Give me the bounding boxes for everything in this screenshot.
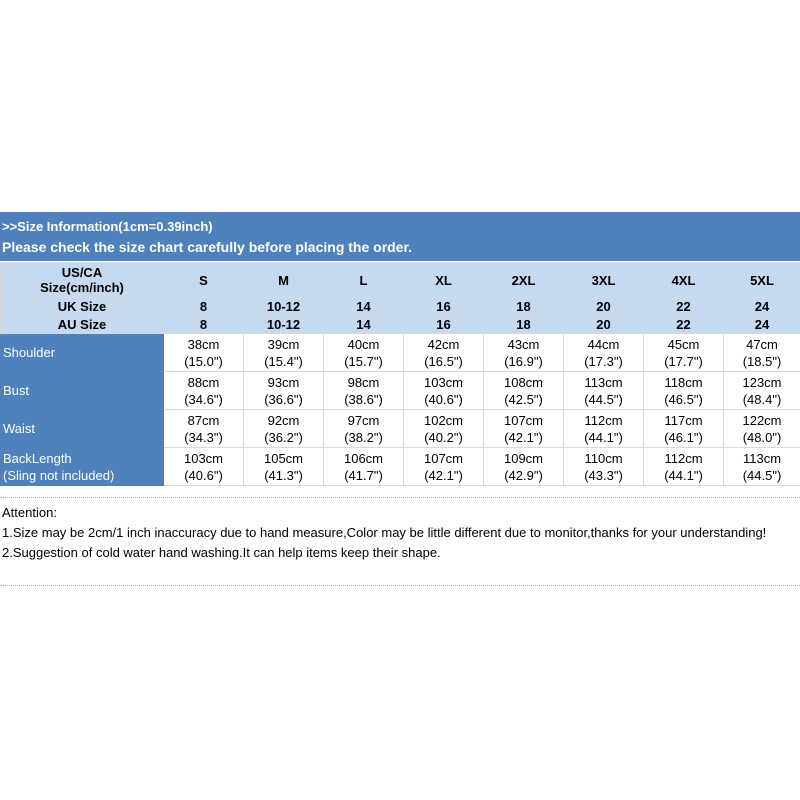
measurement-cell: 122cm (48.0")	[724, 410, 800, 448]
uk-size-cell: 22	[644, 298, 724, 316]
measurement-cell: 40cm (15.7")	[324, 334, 404, 372]
measurement-row	[1, 372, 800, 410]
au-size-cell: 22	[644, 316, 724, 334]
au-size-cell: 16	[404, 316, 484, 334]
attention-title: Attention:	[2, 505, 57, 520]
measurement-label: BackLength (Sling not included)	[1, 448, 164, 486]
size-header-cell: XL	[404, 263, 484, 298]
uk-size-cell: 10-12	[244, 298, 324, 316]
au-size-cell: 24	[724, 316, 800, 334]
size-header-cell: M	[244, 263, 324, 298]
measurement-cell: 107cm (42.1")	[484, 410, 564, 448]
measurement-cell: 113cm (44.5")	[564, 372, 644, 410]
measurement-cell: 44cm (17.3")	[564, 334, 644, 372]
measurement-cell: 38cm (15.0")	[164, 334, 244, 372]
measurement-cell: 102cm (40.2")	[404, 410, 484, 448]
measurement-cell: 87cm (34.3")	[164, 410, 244, 448]
measurement-cell: 112cm (44.1")	[564, 410, 644, 448]
size-header-cell: 5XL	[724, 263, 800, 298]
measurement-row	[1, 410, 800, 448]
measurement-rows	[1, 334, 800, 486]
uk-size-cell: 8	[164, 298, 244, 316]
au-size-cell: 14	[324, 316, 404, 334]
au-size-label: AU Size	[1, 316, 164, 334]
measurement-cell: 92cm (36.2")	[244, 410, 324, 448]
measurement-cell: 103cm (40.6")	[404, 372, 484, 410]
uk-size-cell: 16	[404, 298, 484, 316]
size-header-cell: 2XL	[484, 263, 564, 298]
measurement-cell: 112cm (44.1")	[644, 448, 724, 486]
measurement-cell: 42cm (16.5")	[404, 334, 484, 372]
measurement-cell: 118cm (46.5")	[644, 372, 724, 410]
measurement-cell: 98cm (38.6")	[324, 372, 404, 410]
au-size-cell: 8	[164, 316, 244, 334]
size-header-cell: 4XL	[644, 263, 724, 298]
size-info-title: >>Size Information(1cm=0.39inch)	[2, 219, 213, 234]
au-size-cell: 20	[564, 316, 644, 334]
attention-notes	[2, 503, 792, 563]
measurement-row	[1, 448, 800, 486]
measurement-cell: 97cm (38.2")	[324, 410, 404, 448]
au-size-cell: 10-12	[244, 316, 324, 334]
measurement-cell: 110cm (43.3")	[564, 448, 644, 486]
measurement-cell: 109cm (42.9")	[484, 448, 564, 486]
measurement-cell: 117cm (46.1")	[644, 410, 724, 448]
uk-size-cell: 20	[564, 298, 644, 316]
us-size-row	[1, 263, 800, 298]
measurement-cell: 108cm (42.5")	[484, 372, 564, 410]
measurement-cell: 106cm (41.7")	[324, 448, 404, 486]
au-size-row	[1, 316, 800, 334]
uk-size-cell: 18	[484, 298, 564, 316]
uk-size-label: UK Size	[1, 298, 164, 316]
measurement-cell: 93cm (36.6")	[244, 372, 324, 410]
measurement-label: Waist	[1, 410, 164, 448]
au-size-cell: 18	[484, 316, 564, 334]
size-header-cell: S	[164, 263, 244, 298]
measurement-cell: 43cm (16.9")	[484, 334, 564, 372]
measurement-cell: 45cm (17.7")	[644, 334, 724, 372]
divider	[0, 497, 800, 498]
attention-note-1: 1.Size may be 2cm/1 inch inaccuracy due to hand measure,Color may be little different due to monitor,thanks for your understanding!	[2, 525, 767, 540]
measurement-row	[1, 334, 800, 372]
measurement-label: Shoulder	[1, 334, 164, 372]
divider	[0, 585, 800, 586]
attention-note-2: 2.Suggestion of cold water hand washing.It can help items keep their shape.	[2, 545, 441, 560]
uk-size-cell: 14	[324, 298, 404, 316]
measurement-cell: 39cm (15.4")	[244, 334, 324, 372]
uk-size-cell: 24	[724, 298, 800, 316]
size-info-instruction: Please check the size chart carefully before placing the order.	[2, 239, 413, 255]
measurement-cell: 88cm (34.6")	[164, 372, 244, 410]
size-header-cell: 3XL	[564, 263, 644, 298]
measurement-label: Bust	[1, 372, 164, 410]
size-chart-table	[0, 262, 800, 486]
size-info-banner	[0, 212, 800, 261]
measurement-cell: 103cm (40.6")	[164, 448, 244, 486]
uk-size-row	[1, 298, 800, 316]
us-size-label: US/CA Size(cm/inch)	[1, 263, 164, 298]
measurement-cell: 123cm (48.4")	[724, 372, 800, 410]
measurement-cell: 105cm (41.3")	[244, 448, 324, 486]
measurement-cell: 47cm (18.5")	[724, 334, 800, 372]
measurement-cell: 113cm (44.5")	[724, 448, 800, 486]
measurement-cell: 107cm (42.1")	[404, 448, 484, 486]
size-header-cell: L	[324, 263, 404, 298]
